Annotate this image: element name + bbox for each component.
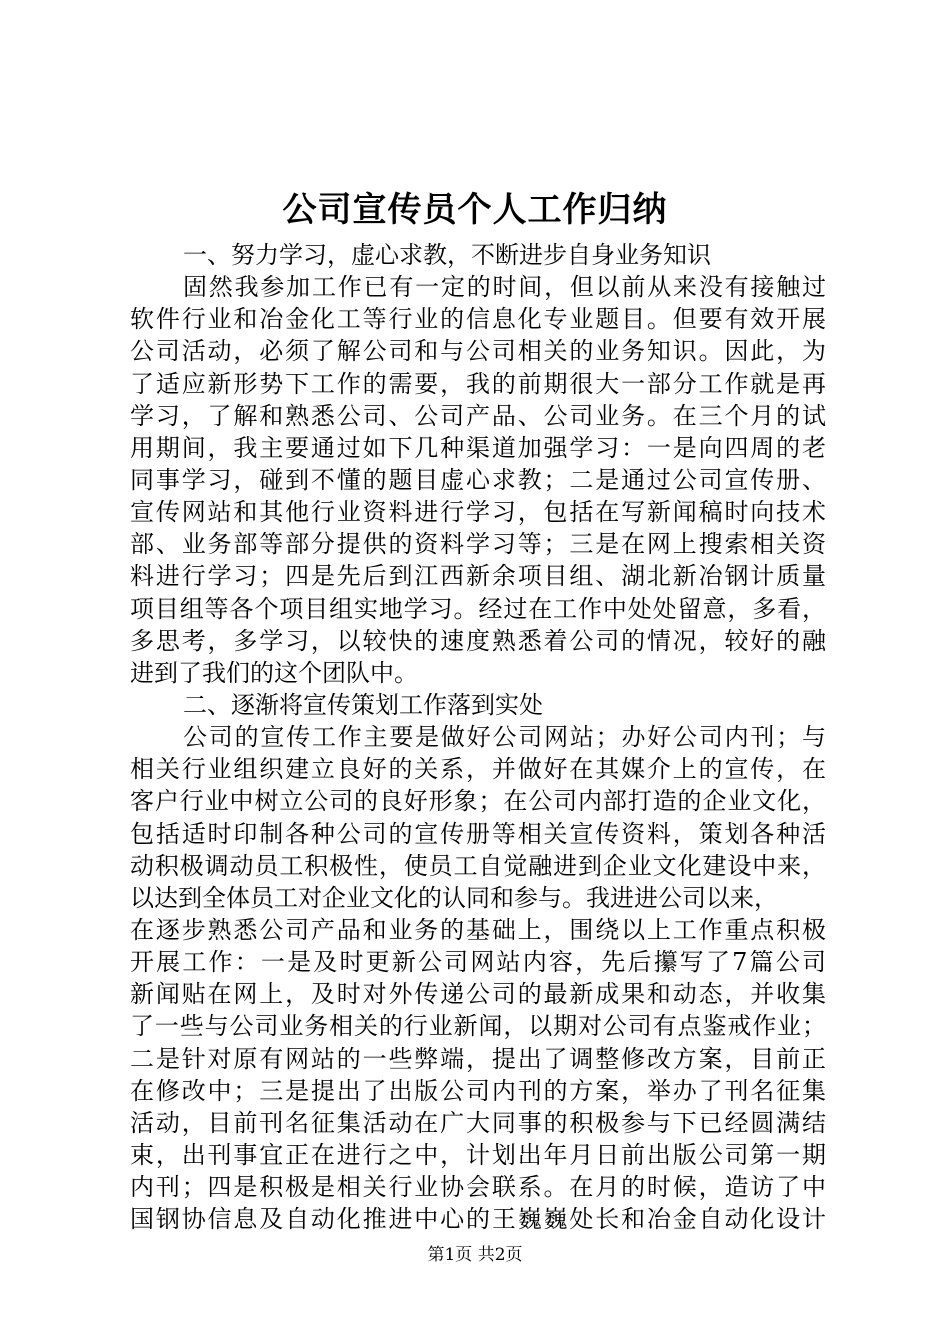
text-line: 在逐步熟悉公司产品和业务的基础上，围绕以上工作重点积极 bbox=[130, 915, 826, 944]
text-line: 软件行业和冶金化工等行业的信息化专业题目。但要有效开展 bbox=[130, 305, 826, 334]
text-line: 束，出刊事宜正在进行之中，计划出年月日前出版公司第一期 bbox=[130, 1140, 826, 1169]
text-line: 客户行业中树立公司的良好形象；在公司内部打造的企业文化， bbox=[130, 787, 826, 816]
text-line: 以达到全体员工对企业文化的认同和参与。我进进公司以来， bbox=[130, 883, 778, 912]
section-heading: 一、努力学习，虚心求教，不断进步自身业务知识 bbox=[183, 241, 711, 269]
text-line: 多思考，多学习，以较快的速度熟悉着公司的情况，较好的融 bbox=[130, 626, 826, 655]
text-line: 部、业务部等部分提供的资料学习等；三是在网上搜索相关资 bbox=[130, 530, 826, 559]
text-line: 学习，了解和熟悉公司、公司产品、公司业务。在三个月的试 bbox=[130, 401, 826, 430]
text-line: 相关行业组织建立良好的关系，并做好在其媒介上的宣传，在 bbox=[130, 755, 826, 784]
text-line: 开展工作：一是及时更新公司网站内容，先后攥写了7篇公司 bbox=[130, 948, 826, 977]
text-line: 二是针对原有网站的一些弊端，提出了调整修改方案，目前正 bbox=[130, 1044, 826, 1073]
text-line: 动积极调动员工积极性，使员工自觉融进到企业文化建设中来， bbox=[130, 851, 826, 880]
document-title: 公司宣传员个人工作归纳 bbox=[282, 190, 668, 230]
text-line: 固然我参加工作已有一定的时间，但以前从来没有接触过 bbox=[183, 273, 826, 302]
text-line: 了适应新形势下工作的需要，我的前期很大一部分工作就是再 bbox=[130, 369, 826, 398]
text-line: 公司活动，必须了解公司和与公司相关的业务知识。因此，为 bbox=[130, 337, 826, 366]
text-line: 用期间，我主要通过如下几种渠道加强学习：一是向四周的老 bbox=[130, 433, 826, 462]
text-line: 包括适时印制各种公司的宣传册等相关宣传资料，策划各种活 bbox=[130, 819, 826, 848]
text-line: 内刊；四是积极是相关行业协会联系。在月的时候，造访了中 bbox=[130, 1173, 826, 1202]
text-line: 了一些与公司业务相关的行业新闻，以期对公司有点鉴戒作业； bbox=[130, 1012, 826, 1041]
text-line: 新闻贴在网上，及时对外传递公司的最新成果和动态，并收集 bbox=[130, 980, 826, 1009]
text-line: 公司的宣传工作主要是做好公司网站；办好公司内刊；与 bbox=[183, 723, 826, 752]
text-line: 进到了我们的这个团队中。 bbox=[130, 658, 418, 687]
text-line: 同事学习，碰到不懂的题目虚心求教；二是通过公司宣传册、 bbox=[130, 465, 826, 494]
text-line: 在修改中；三是提出了出版公司内刊的方案，举办了刊名征集 bbox=[130, 1076, 826, 1105]
section-heading: 二、逐渐将宣传策划工作落到实处 bbox=[183, 690, 543, 719]
text-line: 国钢协信息及自动化推进中心的王巍巍处长和冶金自动化设计 bbox=[130, 1205, 826, 1234]
text-line: 料进行学习；四是先后到江西新余项目组、湖北新冶钢计质量 bbox=[130, 562, 826, 591]
text-line: 活动，目前刊名征集活动在广大同事的积极参与下已经圆满结 bbox=[130, 1108, 826, 1137]
page-number: 第1页 共2页 bbox=[427, 1245, 523, 1265]
text-line: 项目组等各个项目组实地学习。经过在工作中处处留意，多看， bbox=[130, 594, 826, 623]
text-line: 宣传网站和其他行业资料进行学习，包括在写新闻稿时向技术 bbox=[130, 498, 826, 527]
document-body bbox=[130, 239, 826, 1235]
